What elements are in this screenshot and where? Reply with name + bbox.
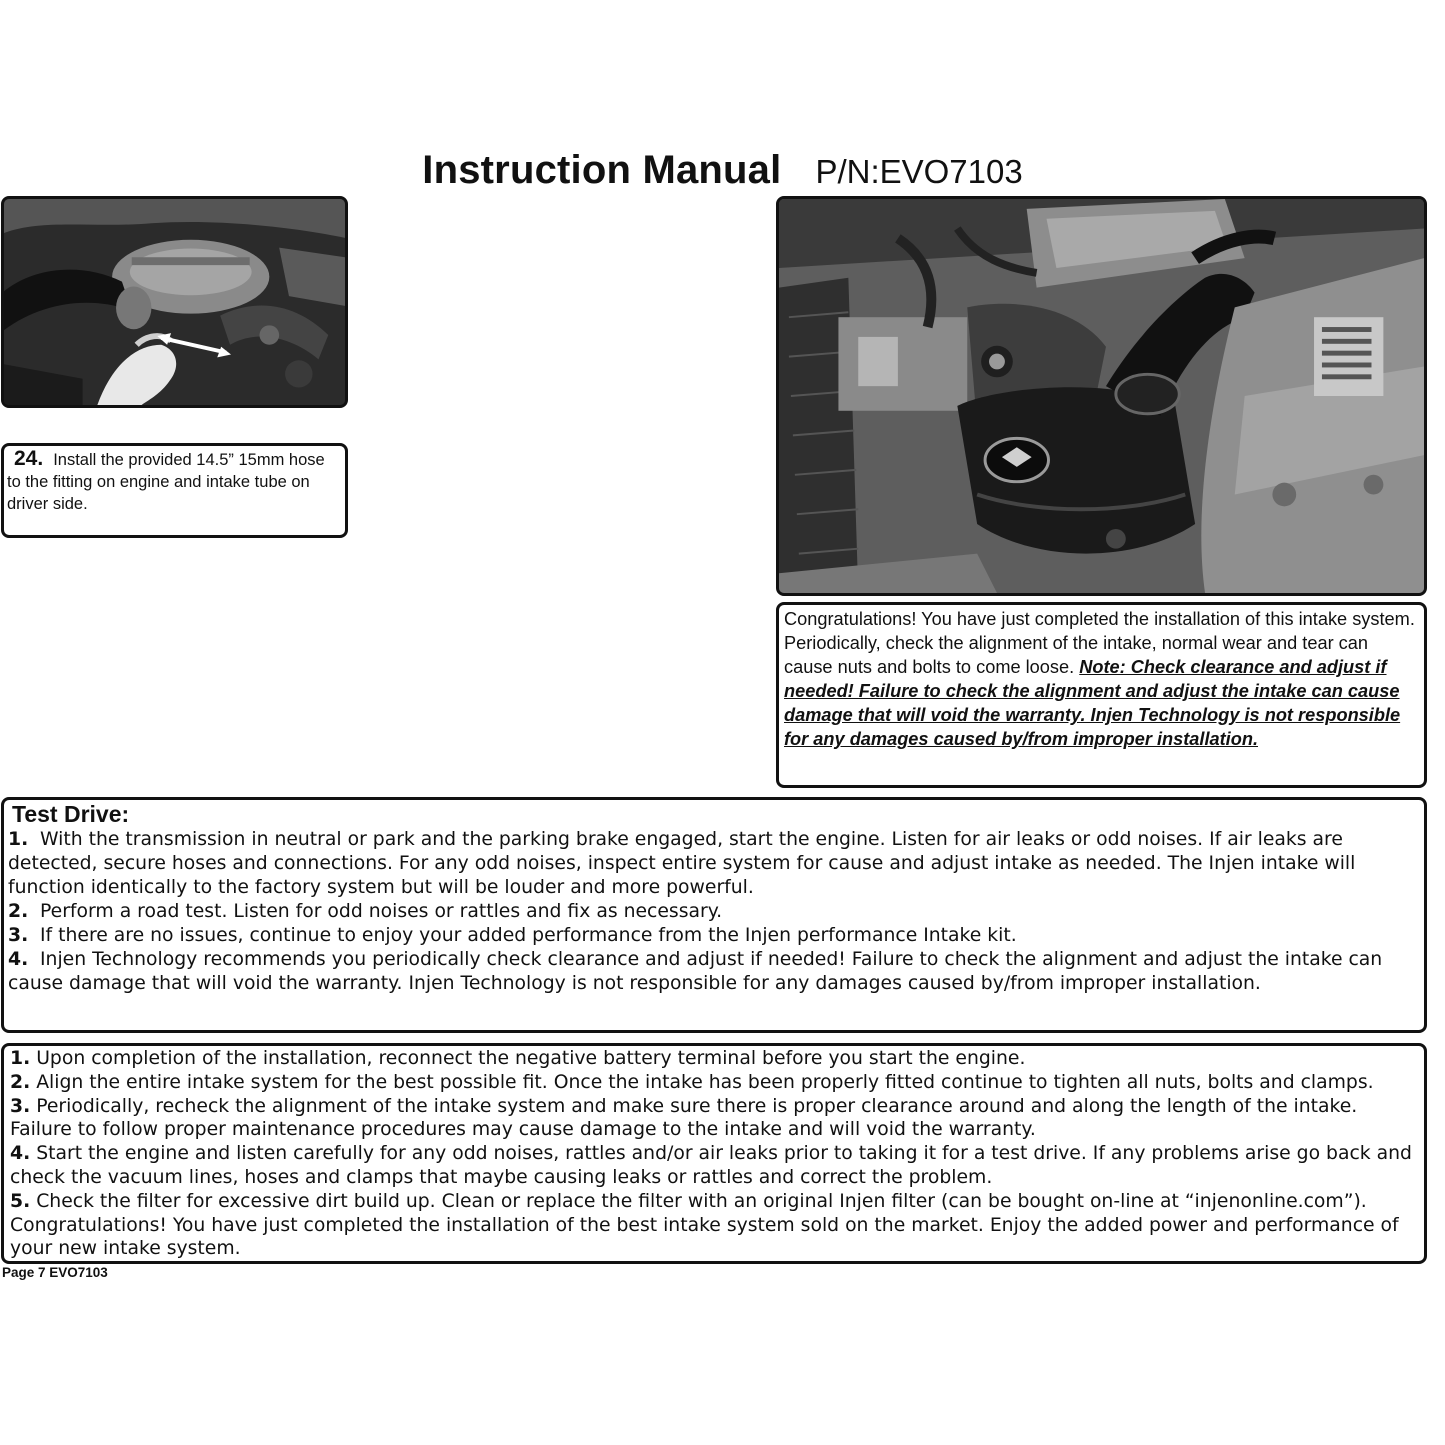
test-drive-box: [1, 797, 1427, 1033]
test-drive-heading: Test Drive:: [12, 801, 130, 827]
item-text: Perform a road test. Listen for odd noises or rattles and fix as necessary.: [40, 901, 723, 922]
engine-hose-photo: [1, 196, 348, 408]
congratulations-text: Congratulations! You have just completed the installation of this intake system. Periodically, check the alignment of the intake, normal wear and tear can cause nuts and bolts to come loose.: [784, 609, 1415, 677]
final-step-item: [10, 1190, 1420, 1261]
installed-intake-photo: [776, 196, 1427, 596]
installed-intake-photo-illustration: [779, 199, 1424, 593]
page-footer: Page 7 EVO7103: [2, 1265, 108, 1280]
final-steps-box: [1, 1043, 1427, 1264]
test-drive-item: [8, 828, 1420, 900]
test-drive-item: [8, 900, 1420, 924]
item-text: Align the entire intake system for the best possible fit. Once the intake has been properly fitted continue to tighten all nuts, bolts and clamps.: [36, 1071, 1374, 1093]
final-step-item: [10, 1095, 1420, 1143]
item-number: 2.: [8, 901, 29, 922]
item-text: Check the filter for excessive dirt build up. Clean or replace the filter with an original Injen filter (can be bought on-line at “injenonline.com”). Congratulations! You have just completed the installation of the best intake system sold on the market. Enjoy the added power and performance of your new intake system.: [10, 1190, 1399, 1260]
page-title: [0, 148, 1445, 193]
test-drive-item: [8, 924, 1420, 948]
item-number: 2.: [10, 1071, 31, 1093]
final-step-item: [10, 1071, 1420, 1095]
item-number: 4.: [10, 1143, 31, 1165]
warranty-note: Note: Check clearance and adjust if needed! Failure to check the alignment and adjust the intake can cause damage that will void the warranty. Injen Technology is not responsible for any damages caused by/from improper installation.: [784, 657, 1401, 749]
engine-hose-photo-illustration: [4, 199, 345, 405]
final-step-item: [10, 1142, 1420, 1190]
part-number: P/N:EVO7103: [815, 153, 1023, 190]
item-number: 3.: [10, 1095, 31, 1117]
item-text: If there are no issues, continue to enjoy your added performance from the Injen performance Intake kit.: [40, 925, 1017, 946]
item-number: 5.: [10, 1190, 31, 1212]
final-step-item: [10, 1047, 1420, 1071]
item-text: Periodically, recheck the alignment of the intake system and make sure there is proper clearance around and along the length of the intake. Failure to follow proper maintenance procedures may cause damage to the intake and will void the warranty.: [10, 1095, 1358, 1141]
step-number: 24.: [14, 447, 44, 470]
manual-title: Instruction Manual: [422, 148, 782, 192]
test-drive-item: [8, 948, 1420, 996]
item-number: 1.: [8, 829, 29, 850]
step-24-box: [1, 443, 348, 538]
item-text: Start the engine and listen carefully for any odd noises, rattles and/or air leaks prior to taking it for a test drive. If any problems arise go back and check the vacuum lines, hoses and clamps that maybe causing leaks or rattles and correct the problem.: [10, 1143, 1412, 1188]
item-text: Upon completion of the installation, reconnect the negative battery terminal before you start the engine.: [36, 1048, 1026, 1069]
item-number: 1.: [10, 1048, 31, 1069]
item-text: Injen Technology recommends you periodically check clearance and adjust if needed! Failure to check the alignment and adjust the intake can cause damage that will void the warranty. Injen Technology is not responsible for any damages caused by/from improper installation.: [8, 949, 1383, 994]
item-number: 4.: [8, 949, 29, 970]
item-number: 3.: [8, 925, 29, 946]
item-text: With the transmission in neutral or park and the parking brake engaged, start the engine. Listen for air leaks or odd noises. If air leaks are detected, secure hoses and connections. For any odd noises, inspect entire system for cause and adjust intake as needed. The Injen intake will function identically to the factory system but will be louder and more powerful.: [8, 829, 1356, 898]
step-text: Install the provided 14.5” 15mm hose to the fitting on engine and intake tube on driver side.: [7, 451, 325, 513]
congratulations-box: [776, 602, 1427, 788]
